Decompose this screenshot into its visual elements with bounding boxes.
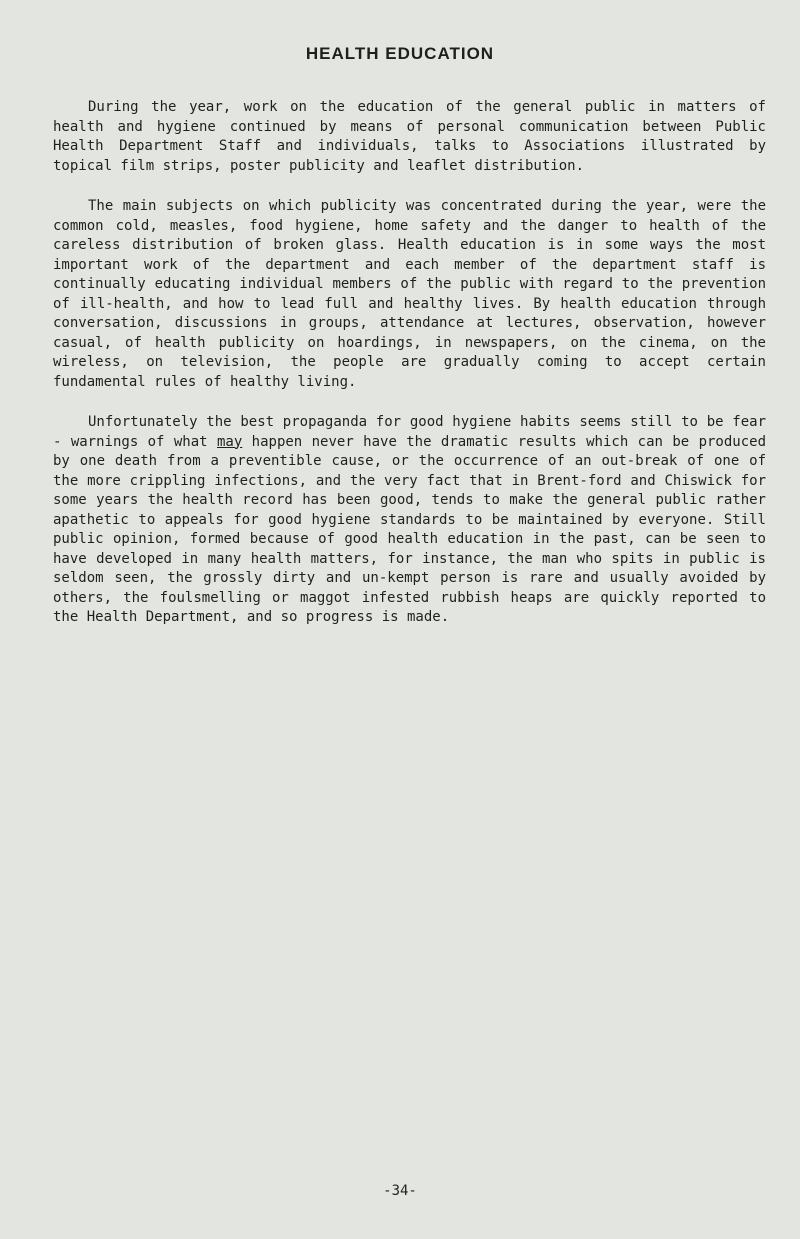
page-number: -34- — [383, 1183, 417, 1199]
document-body — [53, 98, 766, 649]
paragraph-2: The main subjects on which publicity was concentrated during the year, were the common cold, measles, food hygiene, home safety and the danger to health of the careless distribution of broken glass. Health education is in some ways the most important work of the department and each member of the department staff is continually educating individual members of the public with regard to the prevention of ill-health, and how to lead full and healthy lives. By health education through conversation, discussions in groups, attendance at lectures, observation, however casual, of health publicity on hoardings, in newspapers, on the cinema, on the wireless, on television, the people are gradually coming to accept certain fundamental rules of healthy living. — [53, 198, 766, 390]
emphasis-may: may — [216, 433, 243, 450]
paragraph-3: Unfortunately the best propaganda for good hygiene habits seems still to be fear - warnings of what may happen never have the dramatic results which can be produced by one death from a preventible cause, or the occurrence of an out-break of one of the more crippling infections, and the very fact that in Brent-ford and Chiswick for some years the health record has been good, tends to make the general public rather apathetic to appeals for good hygiene standards to be maintained by everyone. Still public opinion, formed because of good health education in the past, can be seen to have developed in many health matters, for instance, the man who spits in public is seldom seen, the grossly dirty and un-kempt person is rare and usually avoided by others, the foulsmelling or maggot infested rubbish heaps are quickly reported to the Health Department, and so progress is made. — [53, 414, 766, 625]
paragraph-1: During the year, work on the education of the general public in matters of health and hygiene continued by means of personal communication between Public Health Department Staff and individuals, talks to Associations illustrated by topical film strips, poster publicity and leaflet distribution. — [53, 99, 766, 174]
page-title: HEALTH EDUCATION — [305, 44, 495, 63]
